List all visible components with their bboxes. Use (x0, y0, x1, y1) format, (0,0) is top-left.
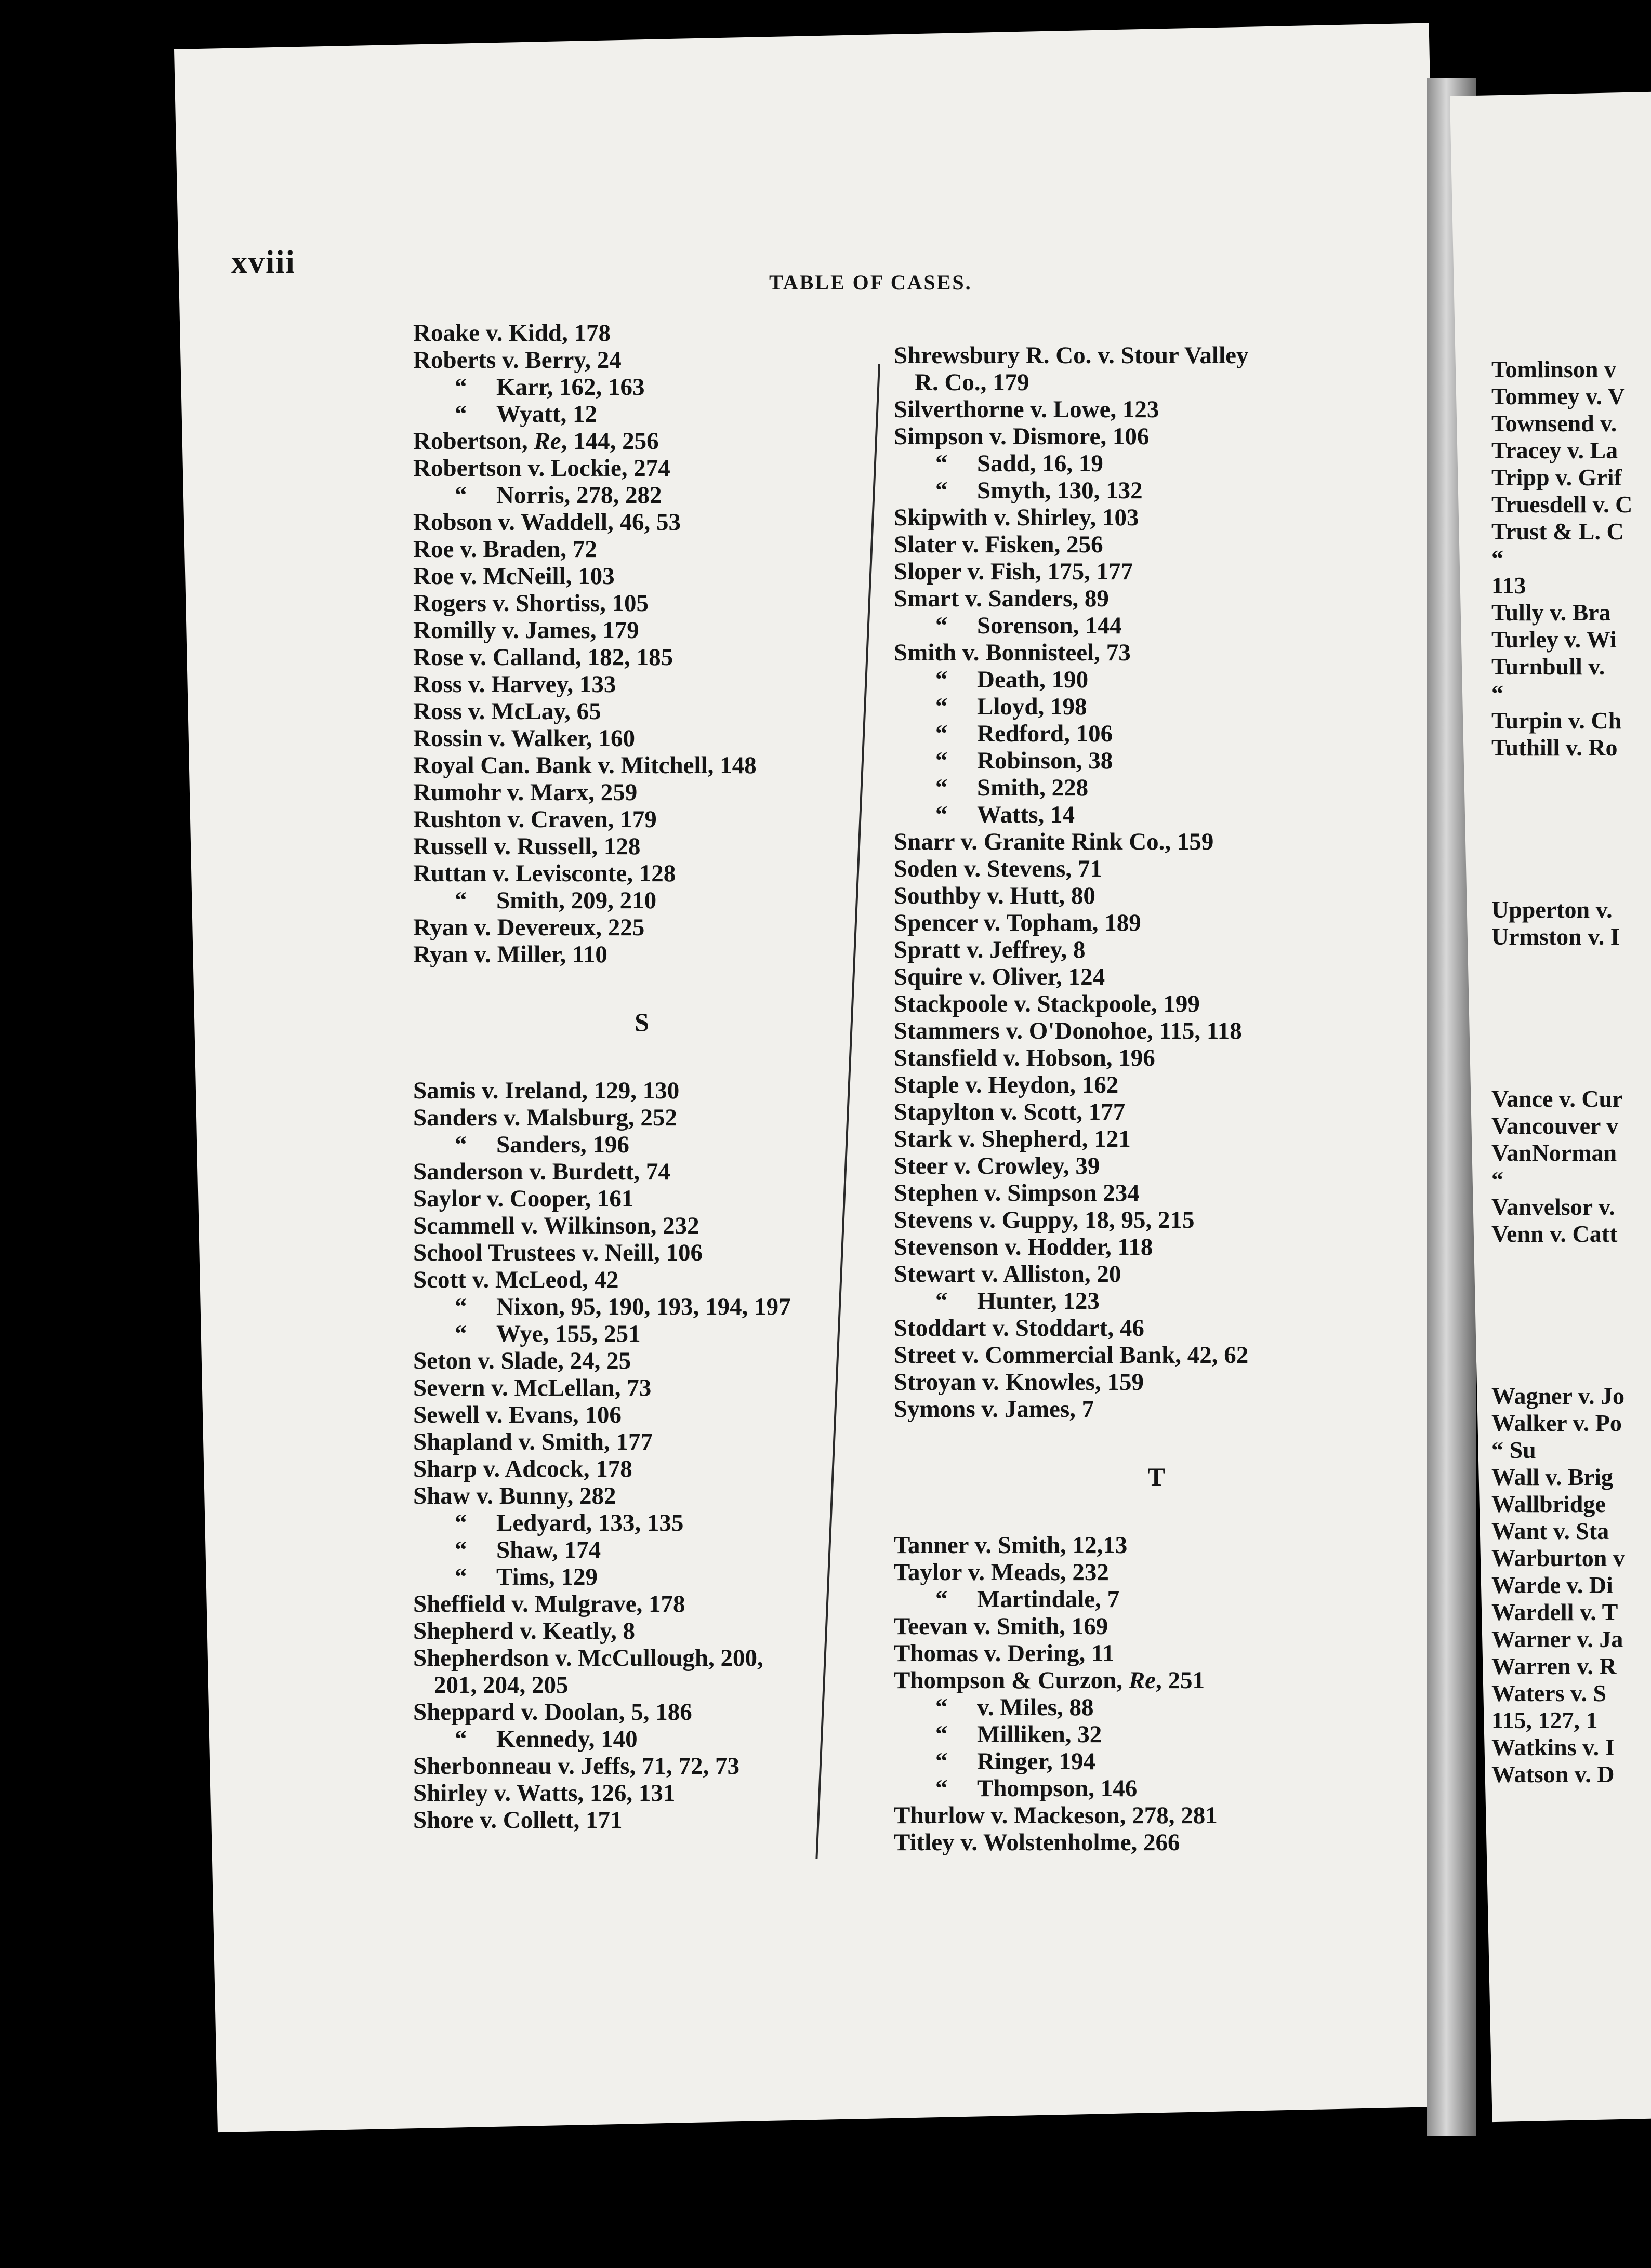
case-entry: Ross v. McLay, 65 (413, 698, 601, 725)
case-entry: Urmston v. I (1491, 923, 1620, 950)
case-entry-text: Watts, 14 (977, 801, 1075, 828)
case-entry: Waters v. S (1491, 1680, 1607, 1706)
case-entry (1491, 1248, 1651, 1275)
case-entry: “ (1491, 680, 1503, 707)
case-entry: Roe v. McNeill, 103 (413, 563, 615, 590)
ditto-mark: “ (935, 1586, 948, 1613)
case-entry (1491, 1302, 1651, 1329)
case-entry: “ (1491, 1166, 1503, 1193)
case-entry: Stroyan v. Knowles, 159 (894, 1369, 1144, 1396)
case-entry: Turnbull v. (1491, 653, 1605, 680)
case-entry-text: Karr, 162, 163 (496, 374, 645, 401)
case-entry: Shepherd v. Keatly, 8 (413, 1617, 635, 1644)
case-entry: Slater v. Fisken, 256 (894, 531, 1103, 558)
case-entry: Truesdell v. C (1491, 491, 1633, 518)
case-entry: 201, 204, 205 (434, 1672, 569, 1699)
ditto-mark: “ (935, 1721, 948, 1748)
right-column (894, 342, 1419, 1856)
case-entry: Symons v. James, 7 (894, 1396, 1094, 1423)
case-entry-text: Death, 190 (977, 666, 1089, 693)
case-list-s (413, 1077, 870, 1834)
ditto-mark: “ (935, 720, 948, 747)
case-entry-text: Ledyard, 133, 135 (496, 1509, 684, 1536)
case-entry (1491, 1275, 1651, 1302)
case-entry: Warburton v (1491, 1545, 1625, 1571)
case-entry: Soden v. Stevens, 71 (894, 855, 1102, 882)
case-entry: Titley v. Wolstenholme, 266 (894, 1829, 1180, 1856)
case-list-r (413, 320, 870, 968)
ditto-mark: “ (935, 693, 948, 720)
case-entry: Want v. Sta (1491, 1518, 1609, 1544)
case-entry (1491, 1356, 1651, 1383)
case-entry-text: Ringer, 194 (977, 1748, 1096, 1775)
case-entry: Seton v. Slade, 24, 25 (413, 1347, 631, 1374)
ditto-mark: “ (455, 1563, 467, 1590)
case-entry: Severn v. McLellan, 73 (413, 1374, 652, 1401)
case-entry: Shapland v. Smith, 177 (413, 1428, 653, 1455)
case-entry: Warde v. Di (1491, 1572, 1613, 1598)
case-entry: 115, 127, 1 (1491, 1707, 1598, 1733)
case-entry: Shaw v. Bunny, 282 (413, 1482, 616, 1509)
case-entry: Royal Can. Bank v. Mitchell, 148 (413, 752, 757, 779)
case-entry (1491, 869, 1651, 896)
case-entry: Street v. Commercial Bank, 42, 62 (894, 1342, 1249, 1369)
case-entry: Robertson, Re, 144, 256 (413, 428, 659, 455)
case-entry-text: Milliken, 32 (977, 1721, 1102, 1748)
case-entry-text: Tims, 129 (496, 1563, 598, 1590)
case-entry: Tommey v. V (1491, 383, 1625, 409)
case-entry-text: Norris, 278, 282 (496, 482, 662, 509)
case-entry: Sheffield v. Mulgrave, 178 (413, 1590, 685, 1617)
case-entry: Sheppard v. Doolan, 5, 186 (413, 1699, 692, 1726)
case-entry (1491, 1058, 1651, 1085)
case-entry: Roake v. Kidd, 178 (413, 320, 611, 347)
ditto-mark: “ (935, 612, 948, 639)
case-entry: Stansfield v. Hobson, 196 (894, 1044, 1155, 1071)
case-entry (894, 1775, 1419, 1802)
case-entry: Stackpoole v. Stackpoole, 199 (894, 990, 1200, 1017)
case-entry (413, 1320, 870, 1347)
case-entry: Rumohr v. Marx, 259 (413, 779, 638, 806)
case-entry: Tanner v. Smith, 12,13 (894, 1532, 1128, 1559)
case-entry: Rose v. Calland, 182, 185 (413, 644, 673, 671)
ditto-mark: “ (455, 887, 467, 914)
ditto-mark: “ (455, 401, 467, 428)
case-entry-text: Sorenson, 144 (977, 612, 1122, 639)
left-column (413, 320, 870, 1834)
case-entry: Wardell v. T (1491, 1599, 1618, 1625)
facing-page-column (1491, 356, 1651, 1788)
case-entry: Townsend v. (1491, 410, 1617, 436)
case-entry: Watkins v. I (1491, 1734, 1615, 1760)
case-entry: Warner v. Ja (1491, 1626, 1623, 1652)
case-entry: Wall v. Brig (1491, 1464, 1613, 1490)
case-entry: Ryan v. Miller, 110 (413, 941, 607, 968)
case-entry: Sloper v. Fish, 175, 177 (894, 558, 1133, 585)
case-entry: Roberts v. Berry, 24 (413, 347, 622, 374)
case-entry-text: Kennedy, 140 (496, 1726, 638, 1753)
case-entry (894, 612, 1419, 639)
case-entry: VanNorman (1491, 1139, 1617, 1166)
ditto-mark: “ (455, 1726, 467, 1753)
case-entry (1491, 1031, 1651, 1058)
case-entry: Shrewsbury R. Co. v. Stour Valley (894, 342, 1249, 369)
case-entry: Tripp v. Grif (1491, 464, 1622, 490)
case-entry: Stapylton v. Scott, 177 (894, 1098, 1126, 1125)
case-entry (894, 1694, 1419, 1721)
ditto-mark: “ (455, 1509, 467, 1536)
case-entry: Rossin v. Walker, 160 (413, 725, 636, 752)
case-entry: Sherbonneau v. Jeffs, 71, 72, 73 (413, 1753, 740, 1780)
case-entry: Tracey v. La (1491, 437, 1618, 463)
case-entry: Robson v. Waddell, 46, 53 (413, 509, 681, 536)
case-entry: Stoddart v. Stoddart, 46 (894, 1315, 1144, 1342)
case-entry: Stammers v. O'Donohoe, 115, 118 (894, 1017, 1242, 1044)
case-entry: Squire v. Oliver, 124 (894, 963, 1105, 990)
case-list-t (894, 1532, 1419, 1856)
case-entry: Scott v. McLeod, 42 (413, 1266, 619, 1293)
case-entry: Wallbridge (1491, 1491, 1606, 1517)
case-entry: Russell v. Russell, 128 (413, 833, 641, 860)
case-entry: Snarr v. Granite Rink Co., 159 (894, 828, 1214, 855)
case-entry: Sanderson v. Burdett, 74 (413, 1158, 670, 1185)
case-entry: Ruttan v. Levisconte, 128 (413, 860, 676, 887)
case-entry: 113 (1491, 572, 1526, 599)
case-entry: “ (1491, 545, 1503, 572)
case-entry: Ross v. Harvey, 133 (413, 671, 616, 698)
case-entry: Vanvelsor v. (1491, 1193, 1615, 1220)
ditto-mark: “ (935, 1694, 948, 1721)
case-entry: Walker v. Po (1491, 1410, 1622, 1436)
case-entry (894, 1288, 1419, 1315)
case-entry: Sanders v. Malsburg, 252 (413, 1104, 677, 1131)
case-entry: Wagner v. Jo (1491, 1383, 1625, 1409)
case-entry: Thurlow v. Mackeson, 278, 281 (894, 1802, 1218, 1829)
ditto-mark: “ (935, 1748, 948, 1775)
case-entry-text: v. Miles, 88 (977, 1694, 1094, 1721)
case-entry: Saylor v. Cooper, 161 (413, 1185, 634, 1212)
case-entry (894, 693, 1419, 720)
case-entry (413, 1563, 870, 1590)
case-entry (413, 374, 870, 401)
case-entry-text: Hunter, 123 (977, 1288, 1100, 1315)
case-entry-text: Martindale, 7 (977, 1586, 1120, 1613)
case-entry (1491, 950, 1651, 977)
ditto-mark: “ (935, 1288, 948, 1315)
case-entry: Stevens v. Guppy, 18, 95, 215 (894, 1206, 1195, 1234)
case-entry: Venn v. Catt (1491, 1221, 1618, 1247)
case-entry-text: Nixon, 95, 190, 193, 194, 197 (496, 1293, 791, 1320)
case-entry-text: Shaw, 174 (496, 1536, 601, 1563)
case-entry: Warren v. R (1491, 1653, 1617, 1679)
ditto-mark: “ (455, 374, 467, 401)
case-entry: Stewart v. Alliston, 20 (894, 1261, 1121, 1288)
case-entry: Vance v. Cur (1491, 1085, 1623, 1112)
case-entry: Sharp v. Adcock, 178 (413, 1455, 632, 1482)
case-entry: Upperton v. (1491, 896, 1613, 923)
ditto-mark: “ (455, 1536, 467, 1563)
case-entry: Taylor v. Meads, 232 (894, 1559, 1109, 1586)
case-entry (894, 774, 1419, 801)
ditto-mark: “ (455, 1320, 467, 1347)
case-entry: Roe v. Braden, 72 (413, 536, 597, 563)
case-entry (894, 1586, 1419, 1613)
case-entry: Trust & L. C (1491, 518, 1624, 545)
case-entry: Romilly v. James, 179 (413, 617, 639, 644)
ditto-mark: “ (455, 1131, 467, 1158)
case-entry: Tuthill v. Ro (1491, 734, 1618, 761)
case-entry: Vancouver v (1491, 1112, 1619, 1139)
case-entry: R. Co., 179 (915, 369, 1029, 396)
ditto-mark: “ (935, 477, 948, 504)
case-entry: Southby v. Hutt, 80 (894, 882, 1095, 909)
case-entry-text: Wye, 155, 251 (496, 1320, 641, 1347)
case-entry: Watson v. D (1491, 1761, 1615, 1787)
case-entry: Turley v. Wi (1491, 626, 1617, 653)
case-entry-text: Sadd, 16, 19 (977, 450, 1103, 477)
case-list-facing (1491, 356, 1651, 1788)
case-entry: Thompson & Curzon, Re, 251 (894, 1667, 1205, 1694)
page-number: xviii (231, 245, 296, 280)
ditto-mark: “ (455, 482, 467, 509)
case-entry: Spencer v. Topham, 189 (894, 909, 1141, 936)
case-entry: Turpin v. Ch (1491, 707, 1622, 734)
ditto-mark: “ (935, 801, 948, 828)
case-entry: School Trustees v. Neill, 106 (413, 1239, 703, 1266)
case-entry-text: Robinson, 38 (977, 747, 1113, 774)
case-entry-text: Wyatt, 12 (496, 401, 598, 428)
case-entry-text: Lloyd, 198 (977, 693, 1087, 720)
case-entry: Shore v. Collett, 171 (413, 1807, 623, 1834)
case-entry: Tully v. Bra (1491, 599, 1611, 626)
section-heading-t: T (1147, 1462, 1165, 1491)
case-entry: Simpson v. Dismore, 106 (894, 423, 1150, 450)
case-entry-text: Redford, 106 (977, 720, 1113, 747)
case-entry: Silverthorne v. Lowe, 123 (894, 396, 1159, 423)
case-entry (413, 1509, 870, 1536)
case-entry: Sewell v. Evans, 106 (413, 1401, 622, 1428)
ditto-mark: “ (935, 666, 948, 693)
case-entry-text: Smith, 228 (977, 774, 1089, 801)
case-entry: Robertson v. Lockie, 274 (413, 455, 670, 482)
case-entry (894, 1748, 1419, 1775)
case-entry-text: Thompson, 146 (977, 1775, 1138, 1802)
case-entry: Shepherdson v. McCullough, 200, (413, 1644, 763, 1672)
case-entry (413, 1131, 870, 1158)
case-entry (1491, 815, 1651, 842)
ditto-mark: “ (935, 1775, 948, 1802)
case-entry (413, 482, 870, 509)
case-entry (894, 477, 1419, 504)
case-entry: Smith v. Bonnisteel, 73 (894, 639, 1131, 666)
case-entry (894, 1721, 1419, 1748)
case-entry: Stevenson v. Hodder, 118 (894, 1234, 1153, 1261)
case-entry (1491, 788, 1651, 815)
case-entry-text: Smyth, 130, 132 (977, 477, 1143, 504)
case-entry (1491, 977, 1651, 1004)
case-entry (413, 887, 870, 914)
case-entry: Thomas v. Dering, 11 (894, 1640, 1115, 1667)
ditto-mark: “ (935, 450, 948, 477)
case-entry (894, 450, 1419, 477)
case-entry: Spratt v. Jeffrey, 8 (894, 936, 1086, 963)
case-entry: Samis v. Ireland, 129, 130 (413, 1077, 680, 1104)
case-entry: Tomlinson v (1491, 356, 1616, 382)
case-entry-text: Sanders, 196 (496, 1131, 629, 1158)
case-entry: Ryan v. Devereux, 225 (413, 914, 645, 941)
case-entry (894, 801, 1419, 828)
case-entry (413, 1536, 870, 1563)
section-heading-s: S (635, 1007, 649, 1037)
case-entry (413, 1293, 870, 1320)
case-entry (1491, 1329, 1651, 1356)
case-entry: Scammell v. Wilkinson, 232 (413, 1212, 699, 1239)
case-entry-text: Smith, 209, 210 (496, 887, 657, 914)
case-entry (1491, 761, 1651, 788)
case-entry: Staple v. Heydon, 162 (894, 1071, 1119, 1098)
case-list-s-continued (894, 342, 1419, 1423)
case-entry: Teevan v. Smith, 169 (894, 1613, 1108, 1640)
case-entry (1491, 842, 1651, 869)
case-entry: Smart v. Sanders, 89 (894, 585, 1109, 612)
case-entry (1491, 1004, 1651, 1031)
case-entry: Stephen v. Simpson 234 (894, 1179, 1140, 1206)
case-entry: Skipwith v. Shirley, 103 (894, 504, 1139, 531)
case-entry: Stark v. Shepherd, 121 (894, 1125, 1131, 1152)
case-entry (894, 666, 1419, 693)
case-entry (413, 401, 870, 428)
ditto-mark: “ (455, 1293, 467, 1320)
case-entry: Rogers v. Shortiss, 105 (413, 590, 649, 617)
ditto-mark: “ (935, 774, 948, 801)
case-entry: “ Su (1491, 1437, 1536, 1463)
case-entry (894, 720, 1419, 747)
case-entry: Rushton v. Craven, 179 (413, 806, 657, 833)
case-entry (894, 747, 1419, 774)
ditto-mark: “ (935, 747, 948, 774)
running-head: TABLE OF CASES. (769, 271, 972, 294)
case-entry: Steer v. Crowley, 39 (894, 1152, 1100, 1179)
case-entry (413, 1726, 870, 1753)
case-entry: Shirley v. Watts, 126, 131 (413, 1780, 676, 1807)
